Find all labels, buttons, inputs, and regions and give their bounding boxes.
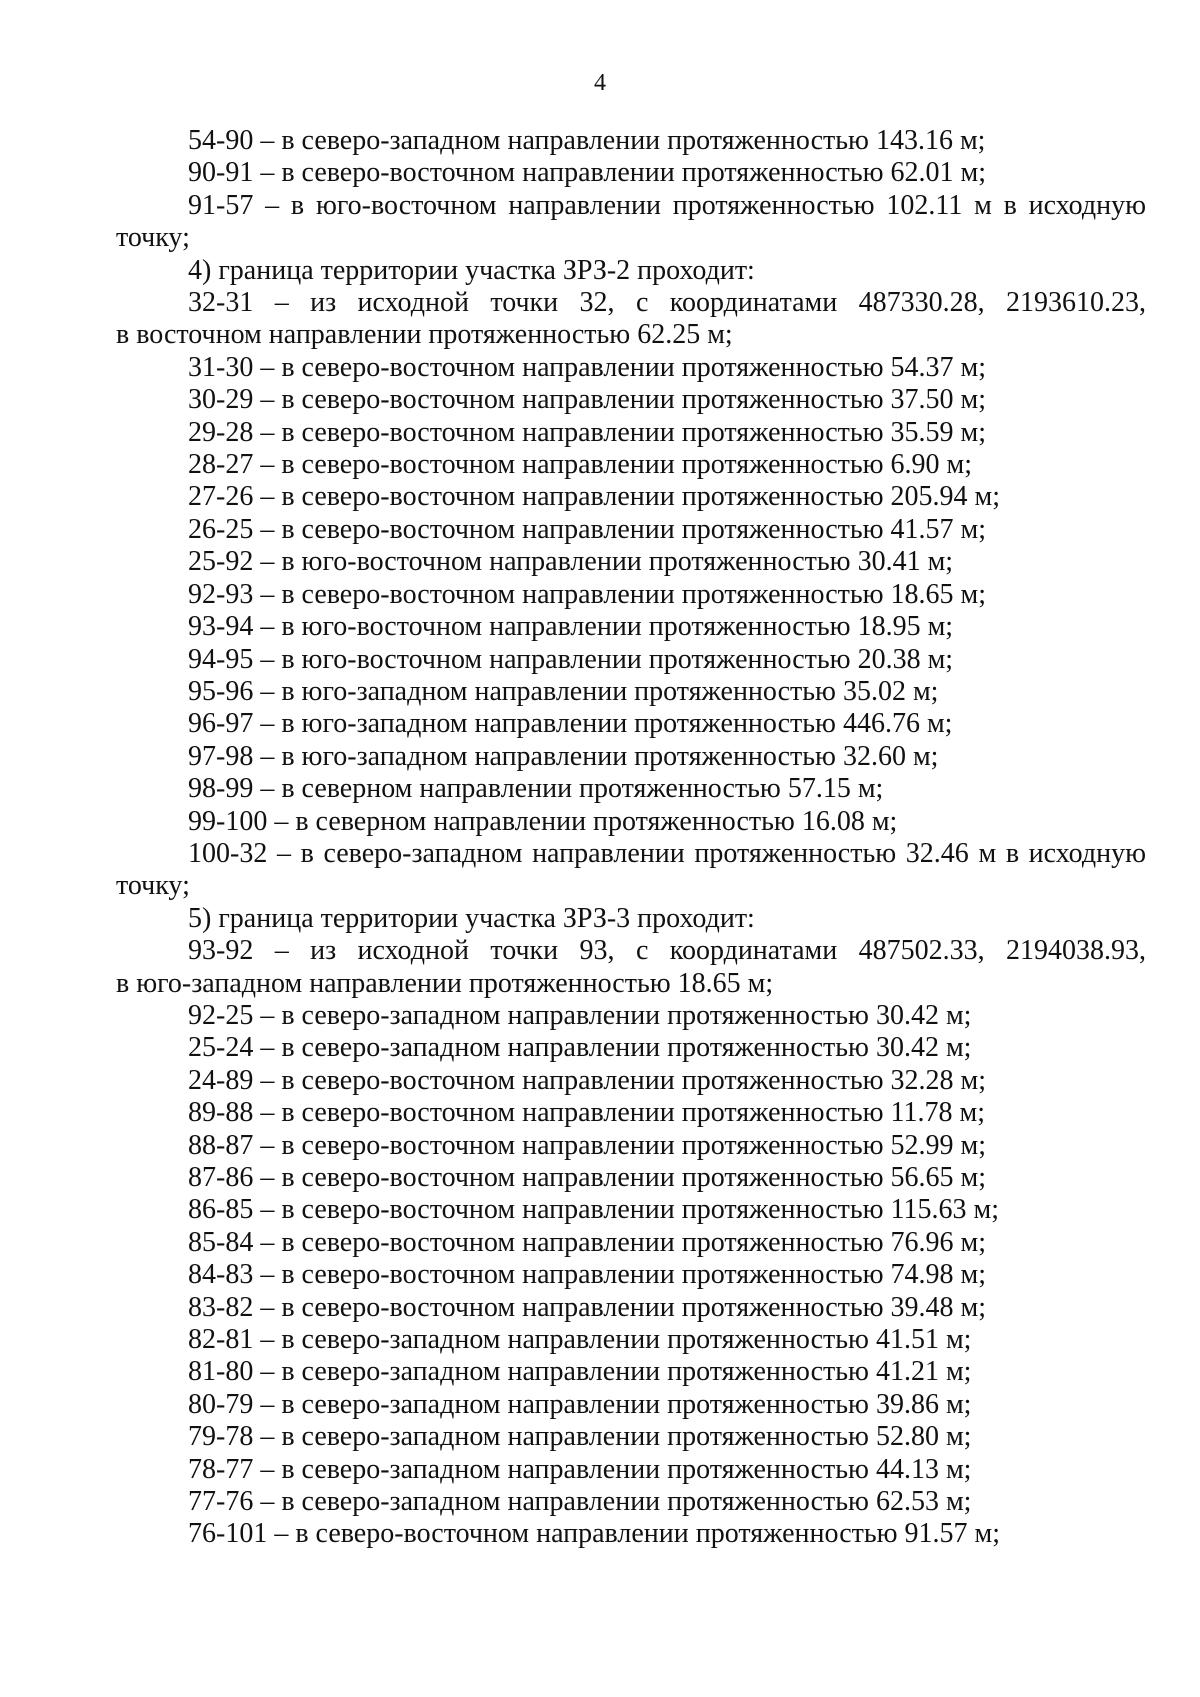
text-line: 81-80 – в северо-западном направлении протяженностью 41.21 м; (188, 1356, 972, 1388)
text-line: 87-86 – в северо-восточном направлении протяженностью 56.65 м; (188, 1162, 987, 1193)
text-line: 79-78 – в северо-западном направлении протяженностью 52.80 м; (188, 1421, 972, 1453)
text-line: 29-28 – в северо-восточном направлении протяженностью 35.59 м; (188, 416, 987, 448)
text-line: 30-29 – в северо-восточном направлении протяженностью 37.50 м; (188, 384, 987, 416)
text-line: 86-85 – в северо-восточном направлении протяженностью 115.63 м; (188, 1194, 1000, 1226)
text-line: 5) граница территории участка ЗРЗ-3 проходит: (188, 902, 755, 934)
text-line: 32-31 – из исходной точки 32, с координатами 487330.28, 2193610.23, (188, 287, 1146, 319)
text-line: 24-89 – в северо-восточном направлении протяженностью 32.28 м; (188, 1064, 987, 1096)
text-line: 89-88 – в северо-восточном направлении протяженностью 11.78 м; (188, 1097, 986, 1129)
text-line: точку; (116, 870, 190, 902)
text-line: 88-87 – в северо-восточном направлении протяженностью 52.99 м; (188, 1129, 987, 1161)
document-body (116, 125, 1146, 1551)
text-line: 80-79 – в северо-западном направлении протяженностью 39.86 м; (188, 1388, 972, 1420)
text-line: 94-95 – в юго-восточном направлении протяженностью 20.38 м; (188, 643, 954, 675)
text-line: 28-27 – в северо-восточном направлении протяженностью 6.90 м; (188, 449, 973, 481)
text-line: 25-92 – в юго-восточном направлении протяженностью 30.41 м; (188, 546, 954, 578)
text-line: 83-82 – в северо-восточном направлении протяженностью 39.48 м; (188, 1291, 987, 1323)
text-line: 100-32 – в северо-западном направлении протяженностью 32.46 м в исходную (188, 837, 1146, 869)
text-line: 97-98 – в юго-западном направлении протяженностью 32.60 м; (188, 740, 939, 772)
text-line: 31-30 – в северо-восточном направлении протяженностью 54.37 м; (188, 351, 987, 383)
text-line: 85-84 – в северо-восточном направлении протяженностью 76.96 м; (188, 1226, 987, 1258)
text-line: 26-25 – в северо-восточном направлении протяженностью 41.57 м; (188, 513, 987, 545)
text-line: 90-91 – в северо-восточном направлении протяженностью 62.01 м; (188, 157, 987, 189)
page-number: 4 (594, 70, 606, 96)
text-line: 4) граница территории участка ЗРЗ-2 проходит: (188, 254, 755, 286)
text-line: в восточном направлении протяженностью 62.25 м; (116, 319, 733, 351)
text-line: 77-76 – в северо-западном направлении протяженностью 62.53 м; (188, 1486, 972, 1518)
text-line: 82-81 – в северо-западном направлении протяженностью 41.51 м; (188, 1324, 972, 1356)
text-line: 76-101 – в северо-восточном направлении протяженностью 91.57 м; (188, 1518, 1001, 1550)
text-line: 84-83 – в северо-восточном направлении протяженностью 74.98 м; (188, 1259, 987, 1291)
text-line: 95-96 – в юго-западном направлении протяженностью 35.02 м; (188, 675, 939, 707)
text-line: точку; (116, 222, 190, 254)
text-line: 27-26 – в северо-восточном направлении протяженностью 205.94 м; (188, 481, 1001, 513)
text-line: 54-90 – в северо-западном направлении протяженностью 143.16 м; (188, 125, 986, 156)
text-line: 93-94 – в юго-восточном направлении протяженностью 18.95 м; (188, 611, 954, 643)
text-line: в юго-западном направлении протяженностью 18.65 м; (116, 967, 774, 999)
text-line: 93-92 – из исходной точки 93, с координатами 487502.33, 2194038.93, (188, 935, 1146, 967)
text-line: 92-93 – в северо-восточном направлении протяженностью 18.65 м; (188, 578, 987, 610)
text-line: 78-77 – в северо-западном направлении протяженностью 44.13 м; (188, 1453, 972, 1485)
text-line: 98-99 – в северном направлении протяженностью 57.15 м; (188, 773, 884, 805)
text-line: 25-24 – в северо-западном направлении протяженностью 30.42 м; (188, 1032, 972, 1064)
text-line: 99-100 – в северном направлении протяженностью 16.08 м; (188, 805, 898, 837)
text-line: 91-57 – в юго-восточном направлении протяженностью 102.11 м в исходную (188, 189, 1146, 221)
text-line: 96-97 – в юго-западном направлении протяженностью 446.76 м; (188, 708, 953, 740)
text-line: 92-25 – в северо-западном направлении протяженностью 30.42 м; (188, 999, 972, 1031)
